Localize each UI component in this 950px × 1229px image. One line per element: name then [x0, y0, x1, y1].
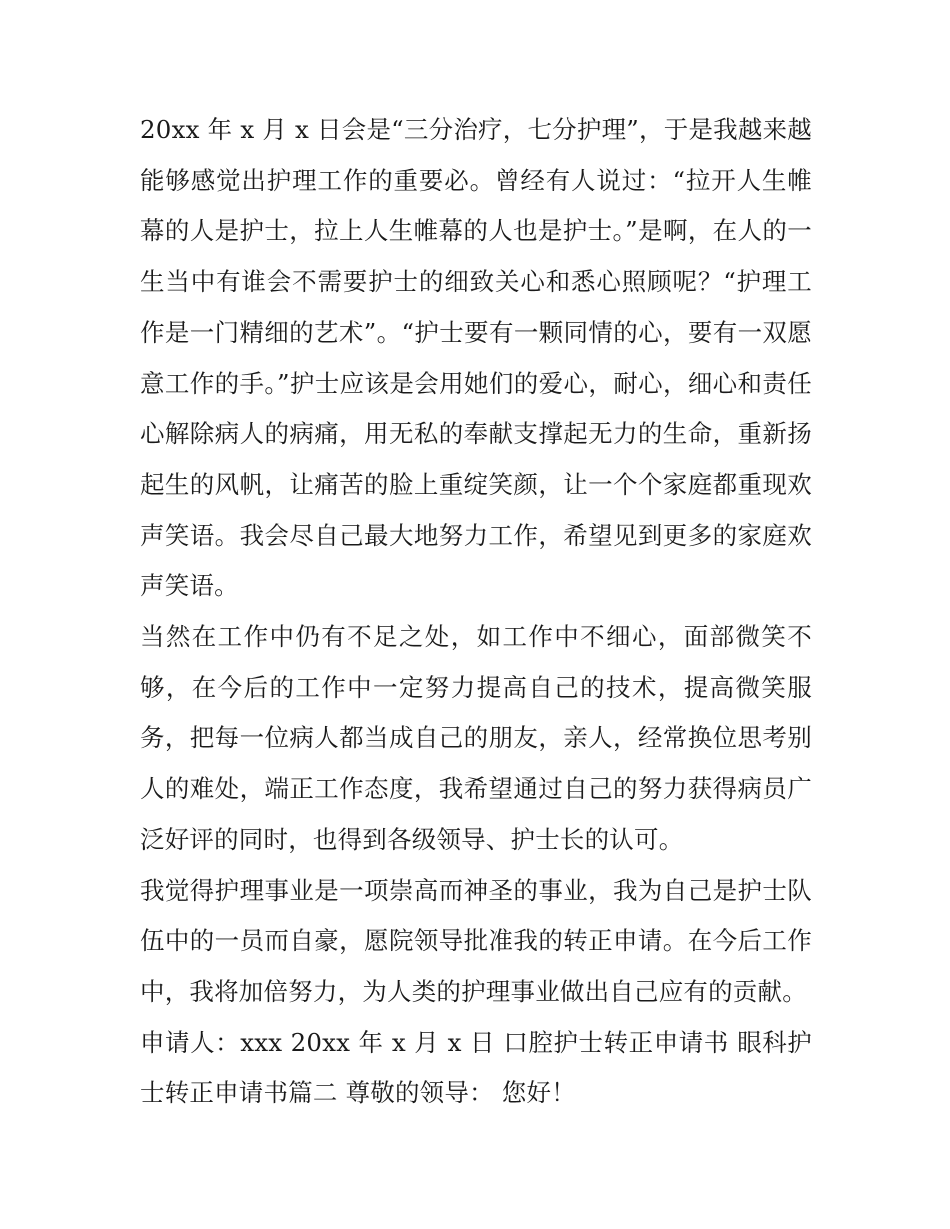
document-body [140, 105, 812, 1119]
paragraph-conclusion: 我觉得护理事业是一项崇高而神圣的事业，我为自己是护士队伍中的一员而自豪，愿院领导批准我的转正申请。在今后工作中，我将加倍努力，为人类的护理事业做出自己应有的贡献。 [140, 875, 812, 1006]
paragraph-shortcomings: 当然在工作中仍有不足之处，如工作中不细心，面部微笑不够，在今后的工作中一定努力提高自己的技术，提高微笑服务，把每一位病人都当成自己的朋友，亲人，经常换位思考别人的难处，端正工作态度，我希望通过自己的努力获得病员广泛好评的同时，也得到各级领导、护士长的认可。 [140, 622, 812, 854]
paragraph-signature: 申请人：xxx 20xx 年 x 月 x 日 口腔护士转正申请书 眼科护士转正申请书篇二 尊敬的领导： 您好！ [140, 1027, 812, 1108]
paragraph-nursing-importance: 20xx 年 x 月 x 日会是“三分治疗，七分护理”，于是我越来越能够感觉出护理工作的重要必。曾经有人说过：“拉开人生帷幕的人是护士，拉上人生帷幕的人也是护士。”是啊，在人的一生当中有谁会不需要护士的细致关心和悉心照顾呢？“护理工作是一门精细的艺术”。“护士要有一颗同情的心，要有一双愿意工作的手。”护士应该是会用她们的爱心，耐心，细心和责任心解除病人的病痛，用无私的奉献支撑起无力的生命，重新扬起生的风帆，让痛苦的脸上重绽笑颜，让一个个家庭都重现欢声笑语。我会尽自己最大地努力工作，希望见到更多的家庭欢声笑语。 [140, 115, 812, 601]
